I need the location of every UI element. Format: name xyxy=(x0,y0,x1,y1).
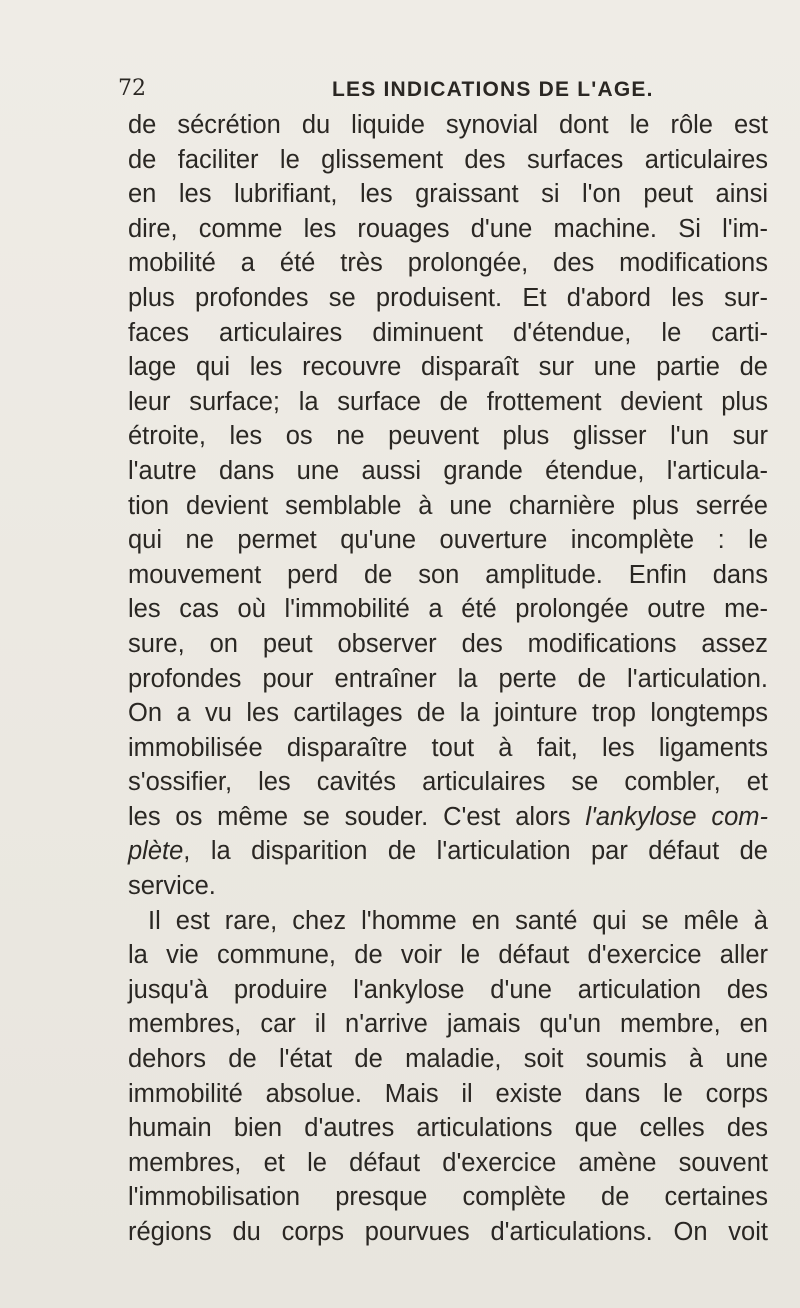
text-line: leur surface; la surface de frottement devient plus xyxy=(128,387,768,416)
text-line: dehors de l'état de maladie, soit soumis à une xyxy=(128,1045,768,1074)
text-line: mobilité a été très prolongée, des modifications xyxy=(128,249,768,278)
text-line: membres, et le défaut d'exercice amène souvent xyxy=(128,1148,768,1177)
text-line: immobilisée disparaître tout à fait, les ligaments xyxy=(128,733,768,762)
text-line: en les lubrifiant, les graissant si l'on peut ainsi xyxy=(128,180,768,209)
text-line: de faciliter le glissement des surfaces articulaires xyxy=(128,145,768,174)
running-title: LES INDICATIONS DE L'AGE. xyxy=(332,78,654,101)
text-line: profondes pour entraîner la perte de l'articulation. xyxy=(128,664,768,693)
text-line: mouvement perd de son amplitude. Enfin dans xyxy=(128,560,768,589)
text-line: plète, la disparition de l'articulation par défaut de xyxy=(128,837,768,866)
text-line: de sécrétion du liquide synovial dont le rôle est xyxy=(128,111,768,139)
page-number: 72 xyxy=(118,76,146,101)
italic-term: plète xyxy=(128,837,184,866)
text-line: les os même se souder. C'est alors l'ankylose com- xyxy=(128,802,768,831)
text-line: Il est rare, chez l'homme en santé qui se mêle à xyxy=(148,906,768,935)
text-line: sure, on peut observer des modifications assez xyxy=(128,629,768,658)
text-line: faces articulaires diminuent d'étendue, le carti- xyxy=(128,318,768,347)
page-header xyxy=(118,76,768,106)
text-line: membres, car il n'arrive jamais qu'un membre, en xyxy=(128,1010,768,1039)
text-line: immobilité absolue. Mais il existe dans le corps xyxy=(128,1079,768,1108)
text-line: On a vu les cartilages de la jointure trop longtemps xyxy=(128,699,768,728)
text-line: dire, comme les rouages d'une machine. Si l'im- xyxy=(128,214,768,243)
paragraph-2 xyxy=(128,904,768,1250)
paragraph-1 xyxy=(128,108,768,800)
italic-term: l'ankylose com- xyxy=(585,802,768,831)
text-line: étroite, les os ne peuvent plus glisser l'un sur xyxy=(128,422,768,451)
text-line: jusqu'à produire l'ankylose d'une articulation des xyxy=(128,975,768,1004)
text-line: plus profondes se produisent. Et d'abord les sur- xyxy=(128,283,768,312)
text-line: l'immobilisation presque complète de certaines xyxy=(128,1183,768,1212)
text-line: les cas où l'immobilité a été prolongée outre me- xyxy=(128,595,768,624)
text-line: l'autre dans une aussi grande étendue, l'articula- xyxy=(128,456,768,485)
text-line: lage qui les recouvre disparaît sur une partie de xyxy=(128,353,768,382)
text-line: s'ossifier, les cavités articulaires se combler, et xyxy=(128,768,768,797)
text-line: humain bien d'autres articulations que celles des xyxy=(128,1114,768,1143)
body-text xyxy=(128,108,768,1250)
text-line: régions du corps pourvues d'articulations. On voit xyxy=(128,1218,768,1246)
text-line: service. xyxy=(128,872,216,901)
text-line: qui ne permet qu'une ouverture incomplète : le xyxy=(128,526,768,555)
text-line: la vie commune, de voir le défaut d'exercice aller xyxy=(128,941,768,970)
text-line: tion devient semblable à une charnière plus serrée xyxy=(128,491,768,520)
